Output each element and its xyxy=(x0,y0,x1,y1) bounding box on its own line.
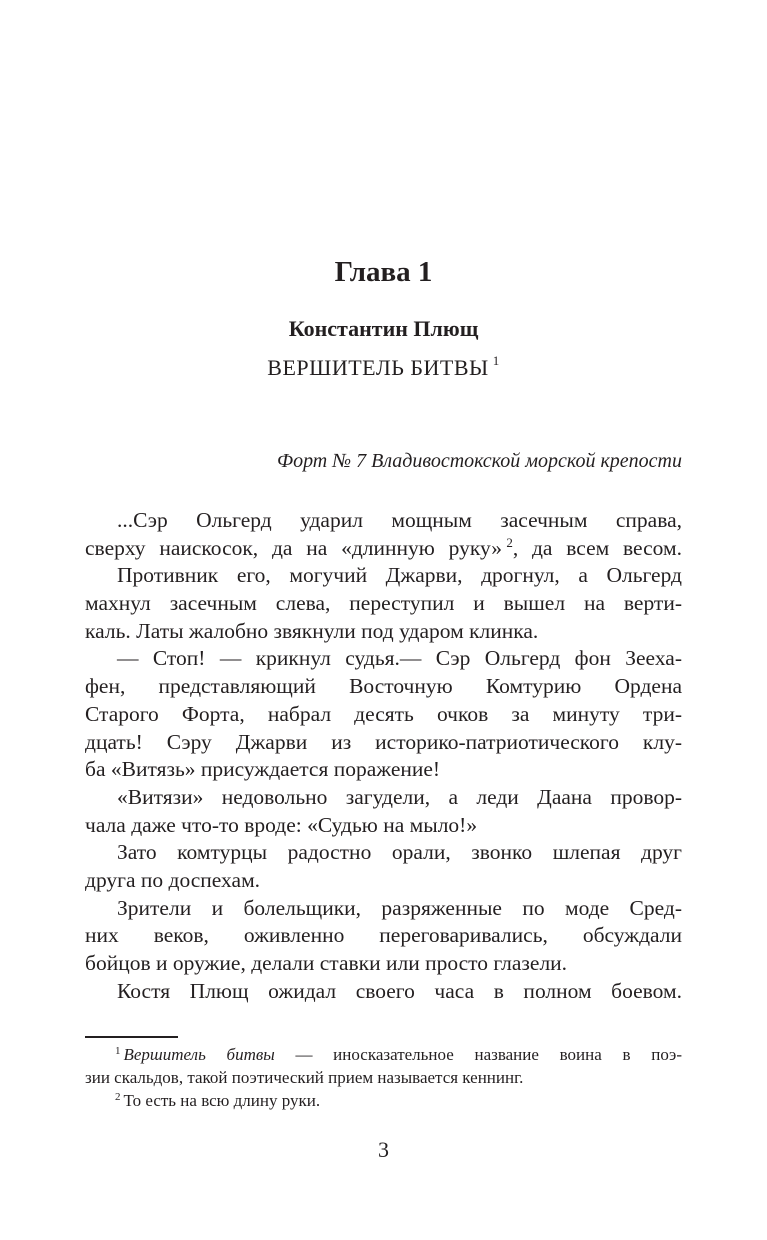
text-line-content: чала даже что-то вроде: «Судью на мыло!» xyxy=(85,812,478,837)
text-line-content: «Витязи» недовольно загудели, а леди Даана провор- xyxy=(117,784,682,809)
text-line-content: Зрители и болельщики, разряженные по моде Сред- xyxy=(117,895,682,920)
text-line xyxy=(85,729,682,757)
text-line xyxy=(85,950,682,978)
text-line xyxy=(85,812,682,840)
text-line xyxy=(85,784,682,812)
footnote-1 xyxy=(85,1043,682,1066)
text-line-content: Зато комтурцы радостно орали, звонко шлепая друг xyxy=(117,840,682,865)
page-number: 3 xyxy=(378,1137,389,1162)
footnote-ref-1: 1 xyxy=(492,353,500,368)
text-line xyxy=(85,756,682,784)
text-line xyxy=(85,590,682,618)
footnote-term: Вершитель битвы xyxy=(123,1045,275,1064)
story-title xyxy=(0,353,767,381)
text-line-content: — Стоп! — крикнул судья.— Сэр Ольгерд фон Зееха- xyxy=(117,646,682,671)
footnote-2 xyxy=(85,1089,682,1112)
footnotes xyxy=(85,1043,682,1112)
footnote-text: — иносказательное название воина в поэ- xyxy=(274,1045,683,1064)
footnote-ref-2: 2 xyxy=(506,534,513,550)
author-name: Константин Плющ xyxy=(288,316,479,341)
text-line xyxy=(85,618,682,646)
text-line-content: каль. Латы жалобно звякнули под ударом клинка. xyxy=(85,618,539,643)
text-line-content: махнул засечным слева, переступил и вышел на верти- xyxy=(85,591,682,616)
text-line xyxy=(85,645,682,673)
text-line-content: Противник его, могучий Джарви, дрогнул, а Ольгерд xyxy=(117,563,682,588)
text-line xyxy=(85,978,682,1006)
text-line-content: бойцов и оружие, делали ставки или просто глазели. xyxy=(85,951,568,975)
text-line xyxy=(85,701,682,729)
text-line-content: фен, представляющий Восточную Комтурию Ордена xyxy=(85,674,682,699)
text-line xyxy=(85,673,682,701)
text-line-content: Старого Форта, набрал десять очков за минуту три- xyxy=(85,701,682,726)
text-line xyxy=(85,562,682,590)
body-text xyxy=(85,507,682,1005)
footnote-1-cont: зии скальдов, такой поэтический прием называется кеннинг. xyxy=(85,1068,524,1087)
text-line xyxy=(85,839,682,867)
text-line xyxy=(85,867,682,895)
text-line xyxy=(85,507,682,535)
footnote-mark: 2 xyxy=(115,1091,121,1103)
text-line xyxy=(85,895,682,923)
text-line xyxy=(85,922,682,950)
story-title-text: ВЕРШИТЕЛЬ БИТВЫ xyxy=(267,355,489,380)
text-line-content: , да всем весом. xyxy=(512,535,682,560)
text-line-content: Костя Плющ ожидал своего часа в полном боевом. xyxy=(117,978,682,1003)
chapter-heading: Глава 1 xyxy=(334,256,433,288)
text-line-content: друга по доспехам. xyxy=(85,867,261,892)
text-line-content: ...Сэр Ольгерд ударил мощным засечным справа, xyxy=(117,508,682,532)
footnote-mark: 1 xyxy=(115,1045,121,1057)
epigraph: Форт № 7 Владивостокской морской крепости xyxy=(276,450,682,472)
text-line xyxy=(85,535,682,563)
text-line-content: них веков, оживленно переговаривались, обсуждали xyxy=(85,923,682,948)
text-line-content: ба «Витязь» присуждается поражение! xyxy=(85,757,441,782)
footnote-divider xyxy=(85,1036,178,1038)
text-line-content: дцать! Сэру Джарви из историко-патриотического клу- xyxy=(85,729,682,754)
footnote-text: То есть на всю длину руки. xyxy=(123,1091,321,1110)
text-line-content: сверху наискосок, да на «длинную руку» xyxy=(85,535,502,560)
